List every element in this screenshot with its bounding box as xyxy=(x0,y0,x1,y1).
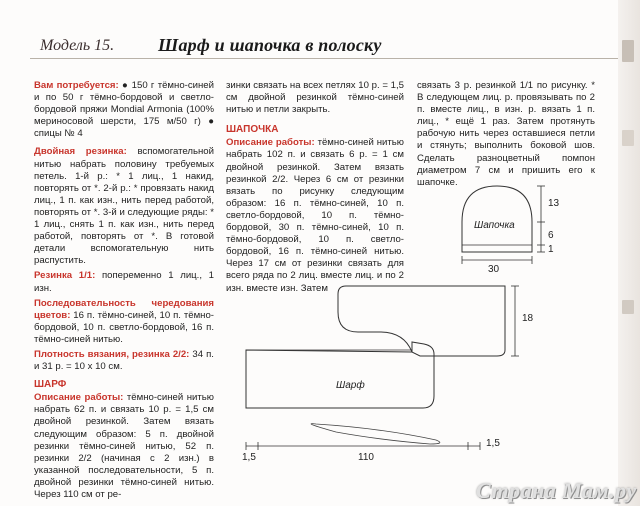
density-label: Плотность вязания, резинка 2/2: xyxy=(34,348,190,360)
model-number: Модель 15. xyxy=(40,37,115,54)
hat-dim-rib: 1 xyxy=(548,244,554,255)
hat-outline xyxy=(462,186,532,252)
scarf-continuation: зинки связать на всех петлях 10 р. = 1,5 см двойной резинкой тёмно-синей нитью и петли закрыть. xyxy=(226,80,404,116)
rib11-label: Резинка 1/1: xyxy=(34,270,96,282)
sequence-label: Последовательность чередования цветов: xyxy=(34,297,214,321)
edge-mark-3 xyxy=(622,300,634,314)
page-edge-strip xyxy=(618,0,640,506)
scarf-tail-curve xyxy=(311,424,440,444)
scarf-dim-left-end: 1,5 xyxy=(242,452,256,463)
materials-label: Вам потребуется: xyxy=(34,80,119,91)
scarf-outline xyxy=(246,286,505,408)
hat-dim-width: 30 xyxy=(488,264,500,275)
scarf-dim-length: 110 xyxy=(358,452,374,463)
edge-mark-1 xyxy=(622,40,634,62)
hat-label: Шапочка xyxy=(474,220,515,231)
hat-dim-height: 13 xyxy=(548,198,560,209)
hat-work-label: Описание работы: xyxy=(226,137,315,149)
scarf-dim-right-end: 1,5 xyxy=(486,438,500,449)
watermark-text: Страна Мам.ру xyxy=(476,478,637,503)
hat-dim-rib-body: 6 xyxy=(548,230,554,241)
double-rib-text: вспомогательной нитью набрать половину требуемых петель. 1-й р.: * 1 лиц., 1 накид, повторять от *. 2-й р.: * провязать накид лиц., 1 п. как изн., нить перед работой, повторять от *. 3-й и следующие ряды: * 1 лиц., снять 1 п. как изн., нить перед работой, повторять от *. В готовой детали вспомогательную нить распустить. xyxy=(34,146,214,267)
materials-text: ● 150 г тёмно-синей и по 50 г тёмно-бордовой и светло-бордовой пряжи Mondial Armonia (100% мериносовой шерсти, 175 м/50 г) ● спицы № 4 xyxy=(34,80,214,140)
scarf-work-text: тёмно-синей нитью набрать 62 п. и связать 10 р. = 1,5 см двойной резинкой. Затем вязать следующим образом: 5 п. двойной резинки тёмно-синей нитью, 52 п. резинки 2/2 (начиная с 2 изн.) в указанной последовательности, 5 п. двойной резинки тёмно-синей нитью. Через 110 см от ре- xyxy=(34,392,214,500)
hat-heading: ШАПОЧКА xyxy=(226,124,279,136)
density-text: 34 п. и 31 р. = 10 х 10 см. xyxy=(34,348,214,373)
double-rib-label: Двойная резинка: xyxy=(34,146,127,158)
scarf-dim-width: 18 xyxy=(522,313,534,324)
hat-finish-paragraph: связать 3 р. резинкой 1/1 по рисунку. * В следующем лиц. р. провязывать по 2 п. вместе лиц., в изн. р. вязать 1 п. лиц., * ещё 1 раз. Затем протянуть рабочую нить через оставшиеся петли и стянуть; выполнить боковой шов. Сделать разноцветный помпон диаметром 7 см и пришить его к шапочке. xyxy=(417,80,595,188)
rib11-text: попеременно 1 лиц., 1 изн. xyxy=(34,270,214,294)
scarf-heading: ШАРФ xyxy=(34,379,67,391)
scarf-work-label: Описание работы: xyxy=(34,392,124,404)
hat-work-text: тёмно-синей нитью набрать 102 п. и связать 6 р. = 1 см двойной резинкой. Затем вязать резинкой 2/2. Через 6 см от резинки вязать по рисунку следующим образом: 16 п. тёмно-синей, 10 п. светло-бордовой, 10 п. тёмно-бордовой, 30 п. тёмно-синей, 10 п. тёмно-бордовой, 10 п. светло-бордовой, 16 п. тёмно-синей нитью. Через 17 см от резинки связать для всего ряда по 2 лиц. вместе лиц. и по 2 изн. вместе изн. Затем xyxy=(226,137,404,294)
sequence-text: 16 п. тёмно-синей, 10 п. тёмно-бордовой, 10 п. светло-бордовой, 16 п. тёмно-синей нитью. xyxy=(34,309,214,345)
edge-mark-2 xyxy=(622,130,634,146)
scarf-label: Шарф xyxy=(336,380,365,391)
page-title: Шарф и шапочка в полоску xyxy=(158,35,382,55)
